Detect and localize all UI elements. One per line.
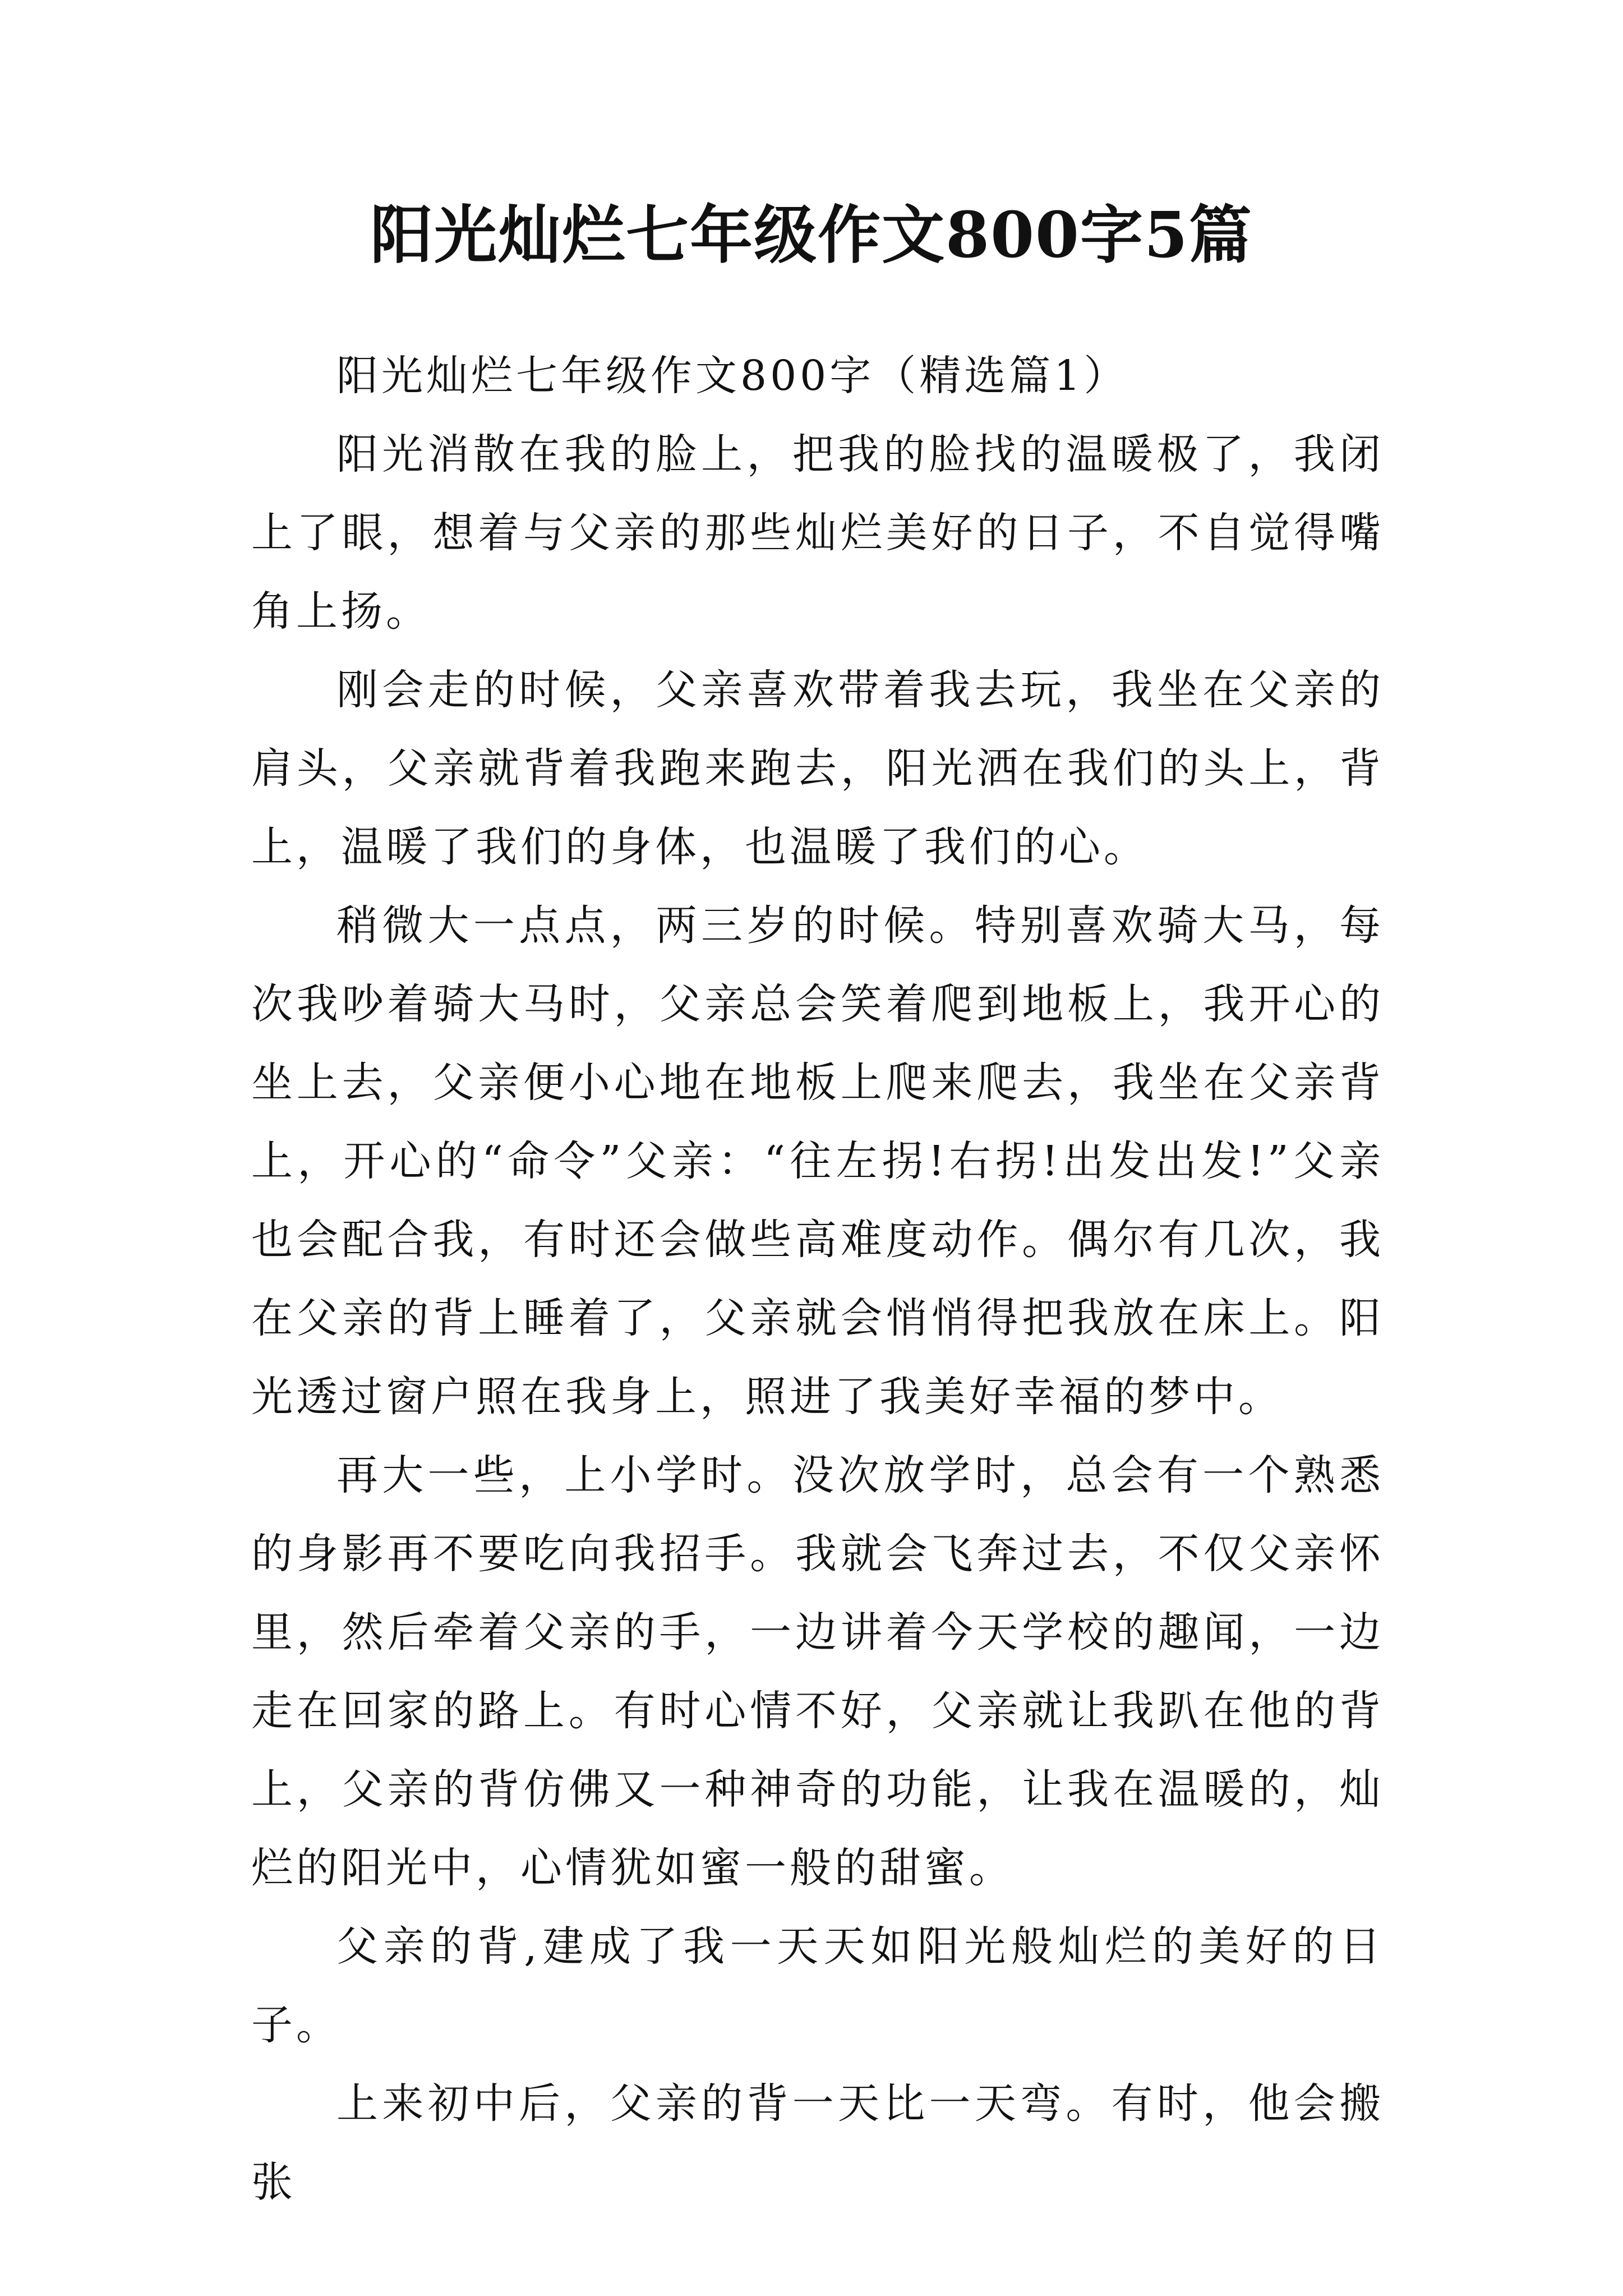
paragraph: 刚会走的时候，父亲喜欢带着我去玩，我坐在父亲的肩头，父亲就背着我跑来跑去，阳光洒在我们的头上，背上，温暖了我们的身体，也温暖了我们的心。 (251, 666, 1384, 871)
essay-subtitle: 阳光灿烂七年级作文800字（精选篇1） (336, 352, 1129, 400)
document-body (251, 337, 1384, 2221)
paragraph: 再大一些，上小学时。没次放学时，总会有一个熟悉的身影再不要吃向我招手。我就会飞奔过去，不仅父亲怀里，然后牵着父亲的手，一边讲着今天学校的趣闻，一边走在回家的路上。有时心情不好，父亲就让我趴在他的背上，父亲的背仿佛又一种神奇的功能，让我在温暖的，灿烂的阳光中，心情犹如蜜一般的甜蜜。 (251, 1451, 1384, 1892)
paragraph: 上来初中后，父亲的背一天比一天弯。有时，他会搬张 (251, 2079, 1384, 2206)
paragraph: 稍微大一点点，两三岁的时候。特别喜欢骑大马，每次我吵着骑大马时，父亲总会笑着爬到地板上，我开心的坐上去，父亲便小心地在地板上爬来爬去，我坐在父亲背上，开心的“命令”父亲：“往左拐!右拐!出发出发!”父亲也会配合我，有时还会做些高难度动作。偶尔有几次，我在父亲的背上睡着了，父亲就会悄悄得把我放在床上。阳光透过窗户照在我身上，照进了我美好幸福的梦中。 (251, 901, 1384, 1421)
document-title: 阳光灿烂七年级作文800字5篇 (370, 199, 1253, 272)
paragraph: 阳光消散在我的脸上，把我的脸找的温暖极了，我闭上了眼，想着与父亲的那些灿烂美好的日子，不自觉得嘴角上扬。 (251, 430, 1384, 636)
paragraph: 父亲的背,建成了我一天天如阳光般灿烂的美好的日子。 (251, 1922, 1384, 2049)
